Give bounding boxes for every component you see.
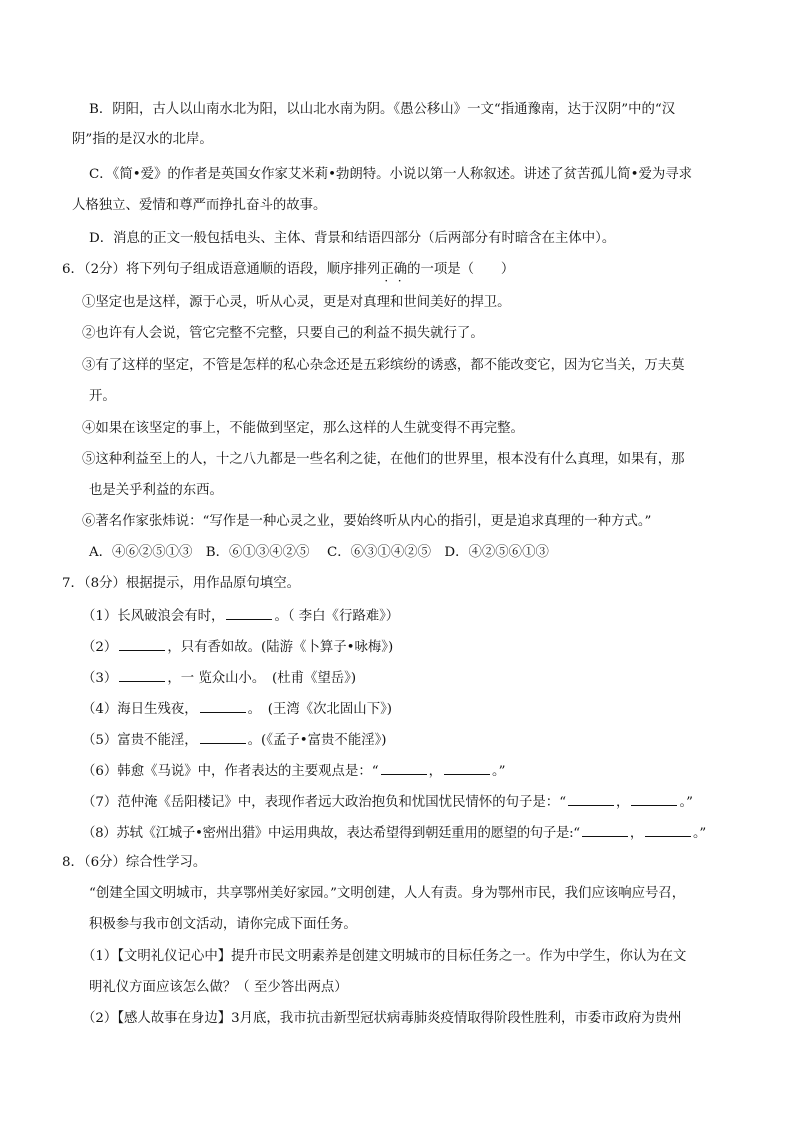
- answer-blank[interactable]: [226, 606, 272, 620]
- answer-blank[interactable]: [645, 823, 691, 837]
- q7-item-3: [82, 668, 356, 688]
- q6-sentence-6: ⑥著名作家张炜说：“写作是一种心灵之业，要始终听从内心的指引，更是追求真理的一种方式。”: [82, 514, 652, 529]
- q5-option-d: D．消息的正文一般包括电头、主体、背景和结语四部分（后两部分有时暗含在主体中）。: [89, 231, 616, 246]
- q6-sentence-2: ②也许有人会说，管它完整不完整，只要自己的利益不损失就行了。: [82, 326, 484, 341]
- answer-blank[interactable]: [568, 792, 614, 806]
- q6-heading: [62, 261, 514, 279]
- answer-blank[interactable]: [119, 637, 165, 651]
- q6-sentence-3-line2: 开。: [89, 389, 116, 404]
- answer-blank[interactable]: [200, 699, 246, 713]
- q7-item-7-comma: ，: [616, 795, 630, 810]
- answer-blank[interactable]: [444, 761, 490, 775]
- q7-item-8-comma: ，: [629, 826, 643, 841]
- q7-item-5-prefix: （5）富贵不能淫，: [82, 733, 198, 748]
- q7-item-6-comma: ，: [428, 764, 442, 779]
- q7-item-1-prefix: （1）长风破浪会有时，: [82, 609, 225, 624]
- answer-blank[interactable]: [582, 823, 628, 837]
- q6-heading-text-b: 的一项是（ ）: [407, 262, 515, 277]
- q5-option-c-line2: 人格独立、爱情和尊严而挣扎奋斗的故事。: [72, 198, 327, 213]
- q5-option-b-line2: 阴”指的是汉水的北岸。: [72, 132, 213, 147]
- q7-item-4: [82, 699, 392, 719]
- q7-item-5-suffix: 。(《孟子•富贵不能淫》): [247, 733, 387, 748]
- q7-item-5: [82, 730, 387, 750]
- q7-item-3-suffix: ，一 览众山小。 (杜甫《望岳》): [167, 671, 357, 686]
- q6-heading-emphasis-1: 正: [380, 262, 394, 277]
- answer-blank[interactable]: [119, 668, 165, 682]
- q8-intro-line2: 积极参与我市创文活动，请你完成下面任务。: [89, 917, 357, 932]
- q6-heading-emphasis-2: 确: [393, 262, 408, 277]
- q8-heading: 8．（6分）综合性学习。: [62, 855, 207, 870]
- q6-heading-text-a: 6．（2分）将下列句子组成语意通顺的语段，顺序排列: [62, 262, 381, 277]
- q7-item-8-suffix: 。”: [692, 826, 706, 841]
- q7-item-4-suffix: 。 (王湾《次北固山下》): [247, 702, 393, 717]
- q7-item-2-suffix: ，只有香如故。(陆游《卜算子•咏梅》): [167, 640, 394, 655]
- answer-blank[interactable]: [381, 761, 427, 775]
- q5-option-b-line1: B．阴阳，古人以山南水北为阳，以山北水南为阴。《愚公移山》一文“指通豫南，达于汉阴”中的“汉: [89, 102, 676, 117]
- q6-options: A．④⑥②⑤①③ B．⑥①③④②⑤ C．⑥③①④②⑤ D．④②⑤⑥①③: [89, 545, 549, 560]
- q7-item-1-suffix: 。（ 李白《行路难》）: [274, 609, 400, 624]
- answer-blank[interactable]: [200, 730, 246, 744]
- q7-item-6: [82, 761, 506, 781]
- q6-sentence-1: ①坚定也是这样，源于心灵，听从心灵，更是对真理和世间美好的捍卫。: [82, 295, 511, 310]
- q8-task-1-line1: （1）【文明礼仪记心中】提升市民文明素养是创建文明城市的目标任务之一。作为中学生，你认为在文: [82, 949, 687, 964]
- q7-item-7-prefix: （7）范仲淹《岳阳楼记》中，表现作者远大政治抱负和忧国忧民情怀的句子是：“: [82, 795, 567, 810]
- q7-item-3-prefix: （3）: [82, 671, 118, 686]
- q7-item-4-prefix: （4）海日生残夜，: [82, 702, 198, 717]
- q7-item-2: [82, 637, 393, 657]
- q7-heading: 7．（8分）根据提示，用作品原句填空。: [62, 576, 300, 591]
- q5-option-c-line1: C．《简•爱》的作者是英国女作家艾米莉•勃朗特。小说以第一人称叙述。讲述了贫苦孤儿简•爱为寻求: [89, 167, 693, 182]
- q7-item-6-suffix: 。”: [491, 764, 506, 779]
- q6-sentence-5-line2: 也是关乎利益的东西。: [89, 483, 223, 498]
- q7-item-7-suffix: 。”: [679, 795, 693, 810]
- q6-sentence-4: ④如果在该坚定的事上，不能做到坚定，那么这样的人生就变得不再完整。: [82, 421, 524, 436]
- q7-item-8-prefix: （8）苏轼《江城子•密州出猎》中运用典故，表达希望得到朝廷重用的愿望的句子是:“: [82, 826, 580, 841]
- answer-blank[interactable]: [631, 792, 677, 806]
- q8-intro-line1: “创建全国文明城市，共享鄂州美好家园。”文明创建，人人有责。身为鄂州市民，我们应该响应号召，: [89, 886, 686, 901]
- q6-sentence-3-line1: ③有了这样的坚定，不管是怎样的私心杂念还是五彩缤纷的诱惑，都不能改变它，因为它当关，万夫莫: [82, 358, 685, 373]
- q7-item-7: [82, 792, 693, 812]
- q6-sentence-5-line1: ⑤这种利益至上的人，十之八九都是一些名利之徒，在他们的世界里，根本没有什么真理，如果有，那: [82, 452, 685, 467]
- q7-item-1: [82, 606, 399, 626]
- q7-item-8: [82, 823, 706, 843]
- q7-item-6-prefix: （6）韩愈《马说》中，作者表达的主要观点是：“: [82, 764, 379, 779]
- q8-task-2-line1: （2）【感人故事在身边】3月底，我市抗击新型冠状病毒肺炎疫情取得阶段性胜利，市委市政府为贵州: [82, 1011, 682, 1026]
- q7-item-2-prefix: （2）: [82, 640, 118, 655]
- q8-task-1-line2: 明礼仪方面应该怎么做？（ 至少答出两点）: [89, 980, 348, 995]
